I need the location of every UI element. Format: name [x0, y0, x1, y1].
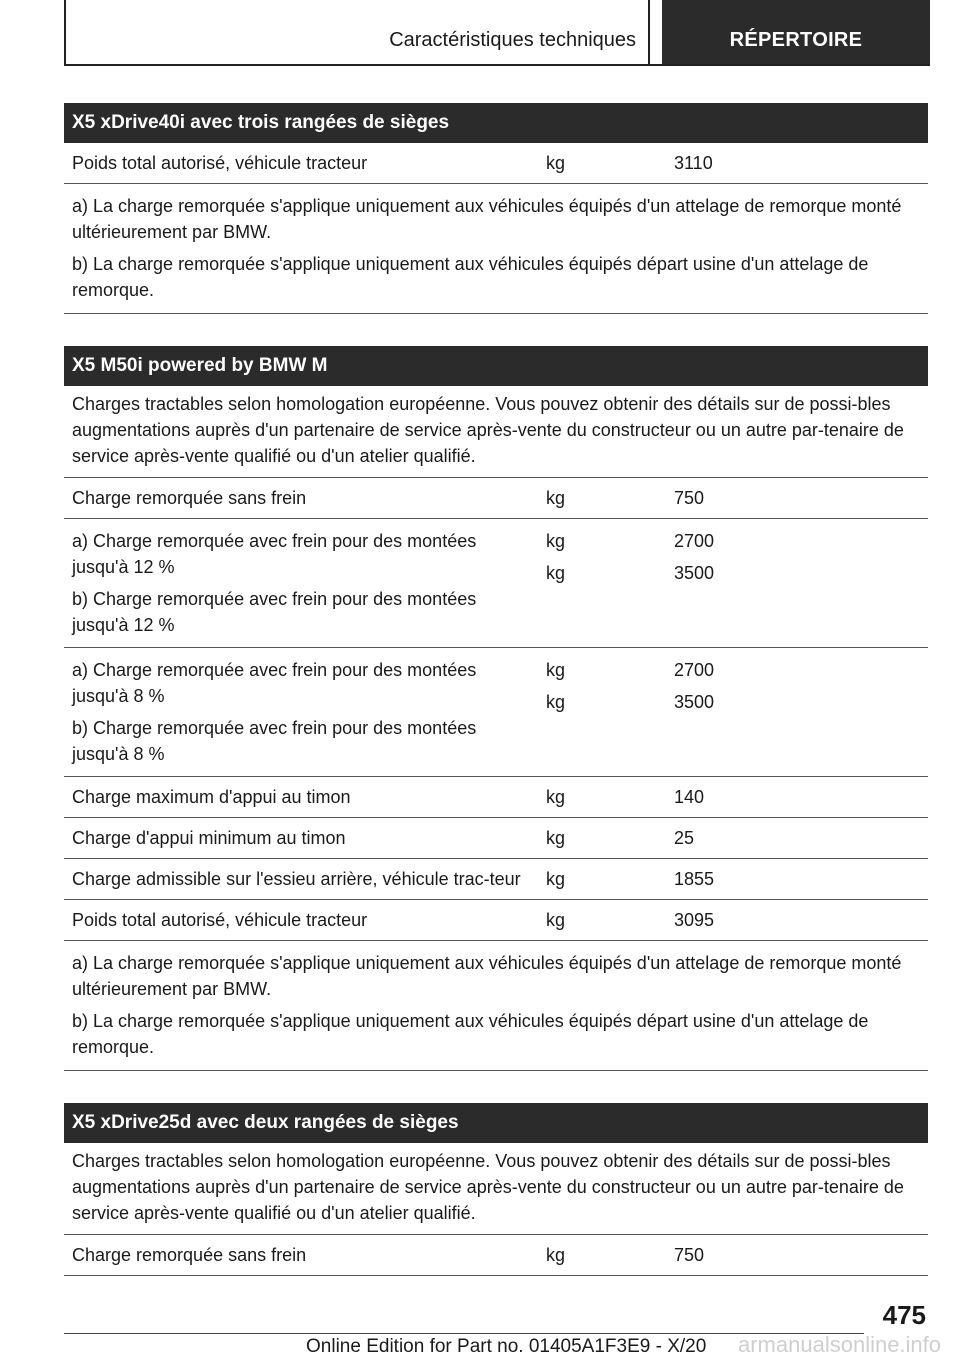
row-unit-b: kg	[546, 563, 566, 583]
table-row	[64, 519, 928, 648]
section-title: X5 xDrive40i avec trois rangées de sièges	[64, 103, 928, 143]
section-title: X5 xDrive25d avec deux rangées de sièges	[64, 1103, 928, 1143]
table-row	[64, 818, 928, 859]
section-intro: Charges tractables selon homologation européenne. Vous pouvez obtenir des détails sur de possi-bles augmentations auprès d'un partenaire de service après-vente du constructeur ou un autre par-tenaire de service après-vente qualifié ou d'un atelier qualifié.	[64, 1143, 928, 1235]
row-value: 25	[674, 828, 695, 848]
row-label-a: a) Charge remorquée avec frein pour des montées jusqu'à 12 %	[72, 531, 477, 577]
spec-content	[64, 103, 928, 1276]
row-value-a: 2700	[674, 531, 715, 551]
row-unit: kg	[546, 787, 566, 807]
table-row	[64, 777, 928, 818]
row-unit: kg	[546, 153, 566, 173]
row-label: Charge remorquée sans frein	[72, 1245, 307, 1265]
table-row	[64, 648, 928, 777]
row-value: 750	[674, 1245, 705, 1265]
row-value: 3095	[674, 910, 715, 930]
table-row	[64, 1235, 928, 1276]
row-value: 750	[674, 488, 705, 508]
row-unit: kg	[546, 910, 566, 930]
row-unit-b: kg	[546, 692, 566, 712]
row-label: Charge maximum d'appui au timon	[72, 787, 351, 807]
footnote-a: a) La charge remorquée s'applique uniquement aux véhicules équipés d'un attelage de remorque monté ultérieurement par BMW.	[72, 953, 902, 999]
index-tab[interactable]	[662, 0, 930, 66]
table-row	[64, 478, 928, 519]
row-label: Charge remorquée sans frein	[72, 488, 307, 508]
row-label: Charge d'appui minimum au timon	[72, 828, 346, 848]
table-row	[64, 859, 928, 900]
row-unit: kg	[546, 869, 566, 889]
row-value: 1855	[674, 869, 715, 889]
row-unit: kg	[546, 828, 566, 848]
table-row	[64, 143, 928, 184]
section-title: X5 M50i powered by BMW M	[64, 346, 928, 386]
row-value-b: 3500	[674, 563, 715, 583]
row-value: 3110	[674, 153, 713, 173]
edition-text: Online Edition for Part no. 01405A1F3E9 - X/20	[306, 1336, 707, 1357]
row-unit-a: kg	[546, 531, 566, 551]
watermark-text: armanualsonline.info	[738, 1332, 942, 1357]
row-label: Charge admissible sur l'essieu arrière, véhicule trac-teur	[72, 869, 521, 889]
row-value-a: 2700	[674, 660, 715, 680]
footnote-b: b) La charge remorquée s'applique uniquement aux véhicules équipés départ usine d'un attelage de remorque.	[72, 254, 869, 300]
footnotes	[64, 941, 928, 1071]
row-unit-a: kg	[546, 660, 566, 680]
chapter-tab-label: Caractéristiques techniques	[389, 29, 636, 51]
row-value-b: 3500	[674, 692, 715, 712]
row-label: Poids total autorisé, véhicule tracteur	[72, 153, 368, 173]
section-intro: Charges tractables selon homologation européenne. Vous pouvez obtenir des détails sur de possi-bles augmentations auprès d'un partenaire de service après-vente du constructeur ou un autre par-tenaire de service après-vente qualifié ou d'un atelier qualifié.	[64, 386, 928, 478]
footnote-a: a) La charge remorquée s'applique uniquement aux véhicules équipés d'un attelage de remorque monté ultérieurement par BMW.	[72, 196, 902, 242]
row-label-b: b) Charge remorquée avec frein pour des montées jusqu'à 8 %	[72, 718, 477, 764]
row-unit: kg	[546, 1245, 566, 1265]
page-number: 475	[882, 1300, 926, 1330]
footnote-b: b) La charge remorquée s'applique uniquement aux véhicules équipés départ usine d'un attelage de remorque.	[72, 1011, 869, 1057]
header-divider	[64, 64, 930, 66]
chapter-tab[interactable]	[64, 0, 650, 66]
row-value: 140	[674, 787, 705, 807]
row-unit: kg	[546, 488, 566, 508]
table-row	[64, 900, 928, 941]
row-label-a: a) Charge remorquée avec frein pour des montées jusqu'à 8 %	[72, 660, 477, 706]
index-tab-label: RÉPERTOIRE	[729, 29, 863, 51]
footnotes	[64, 184, 928, 314]
row-label-b: b) Charge remorquée avec frein pour des montées jusqu'à 12 %	[72, 589, 477, 635]
row-label: Poids total autorisé, véhicule tracteur	[72, 910, 368, 930]
page-header	[0, 0, 960, 66]
